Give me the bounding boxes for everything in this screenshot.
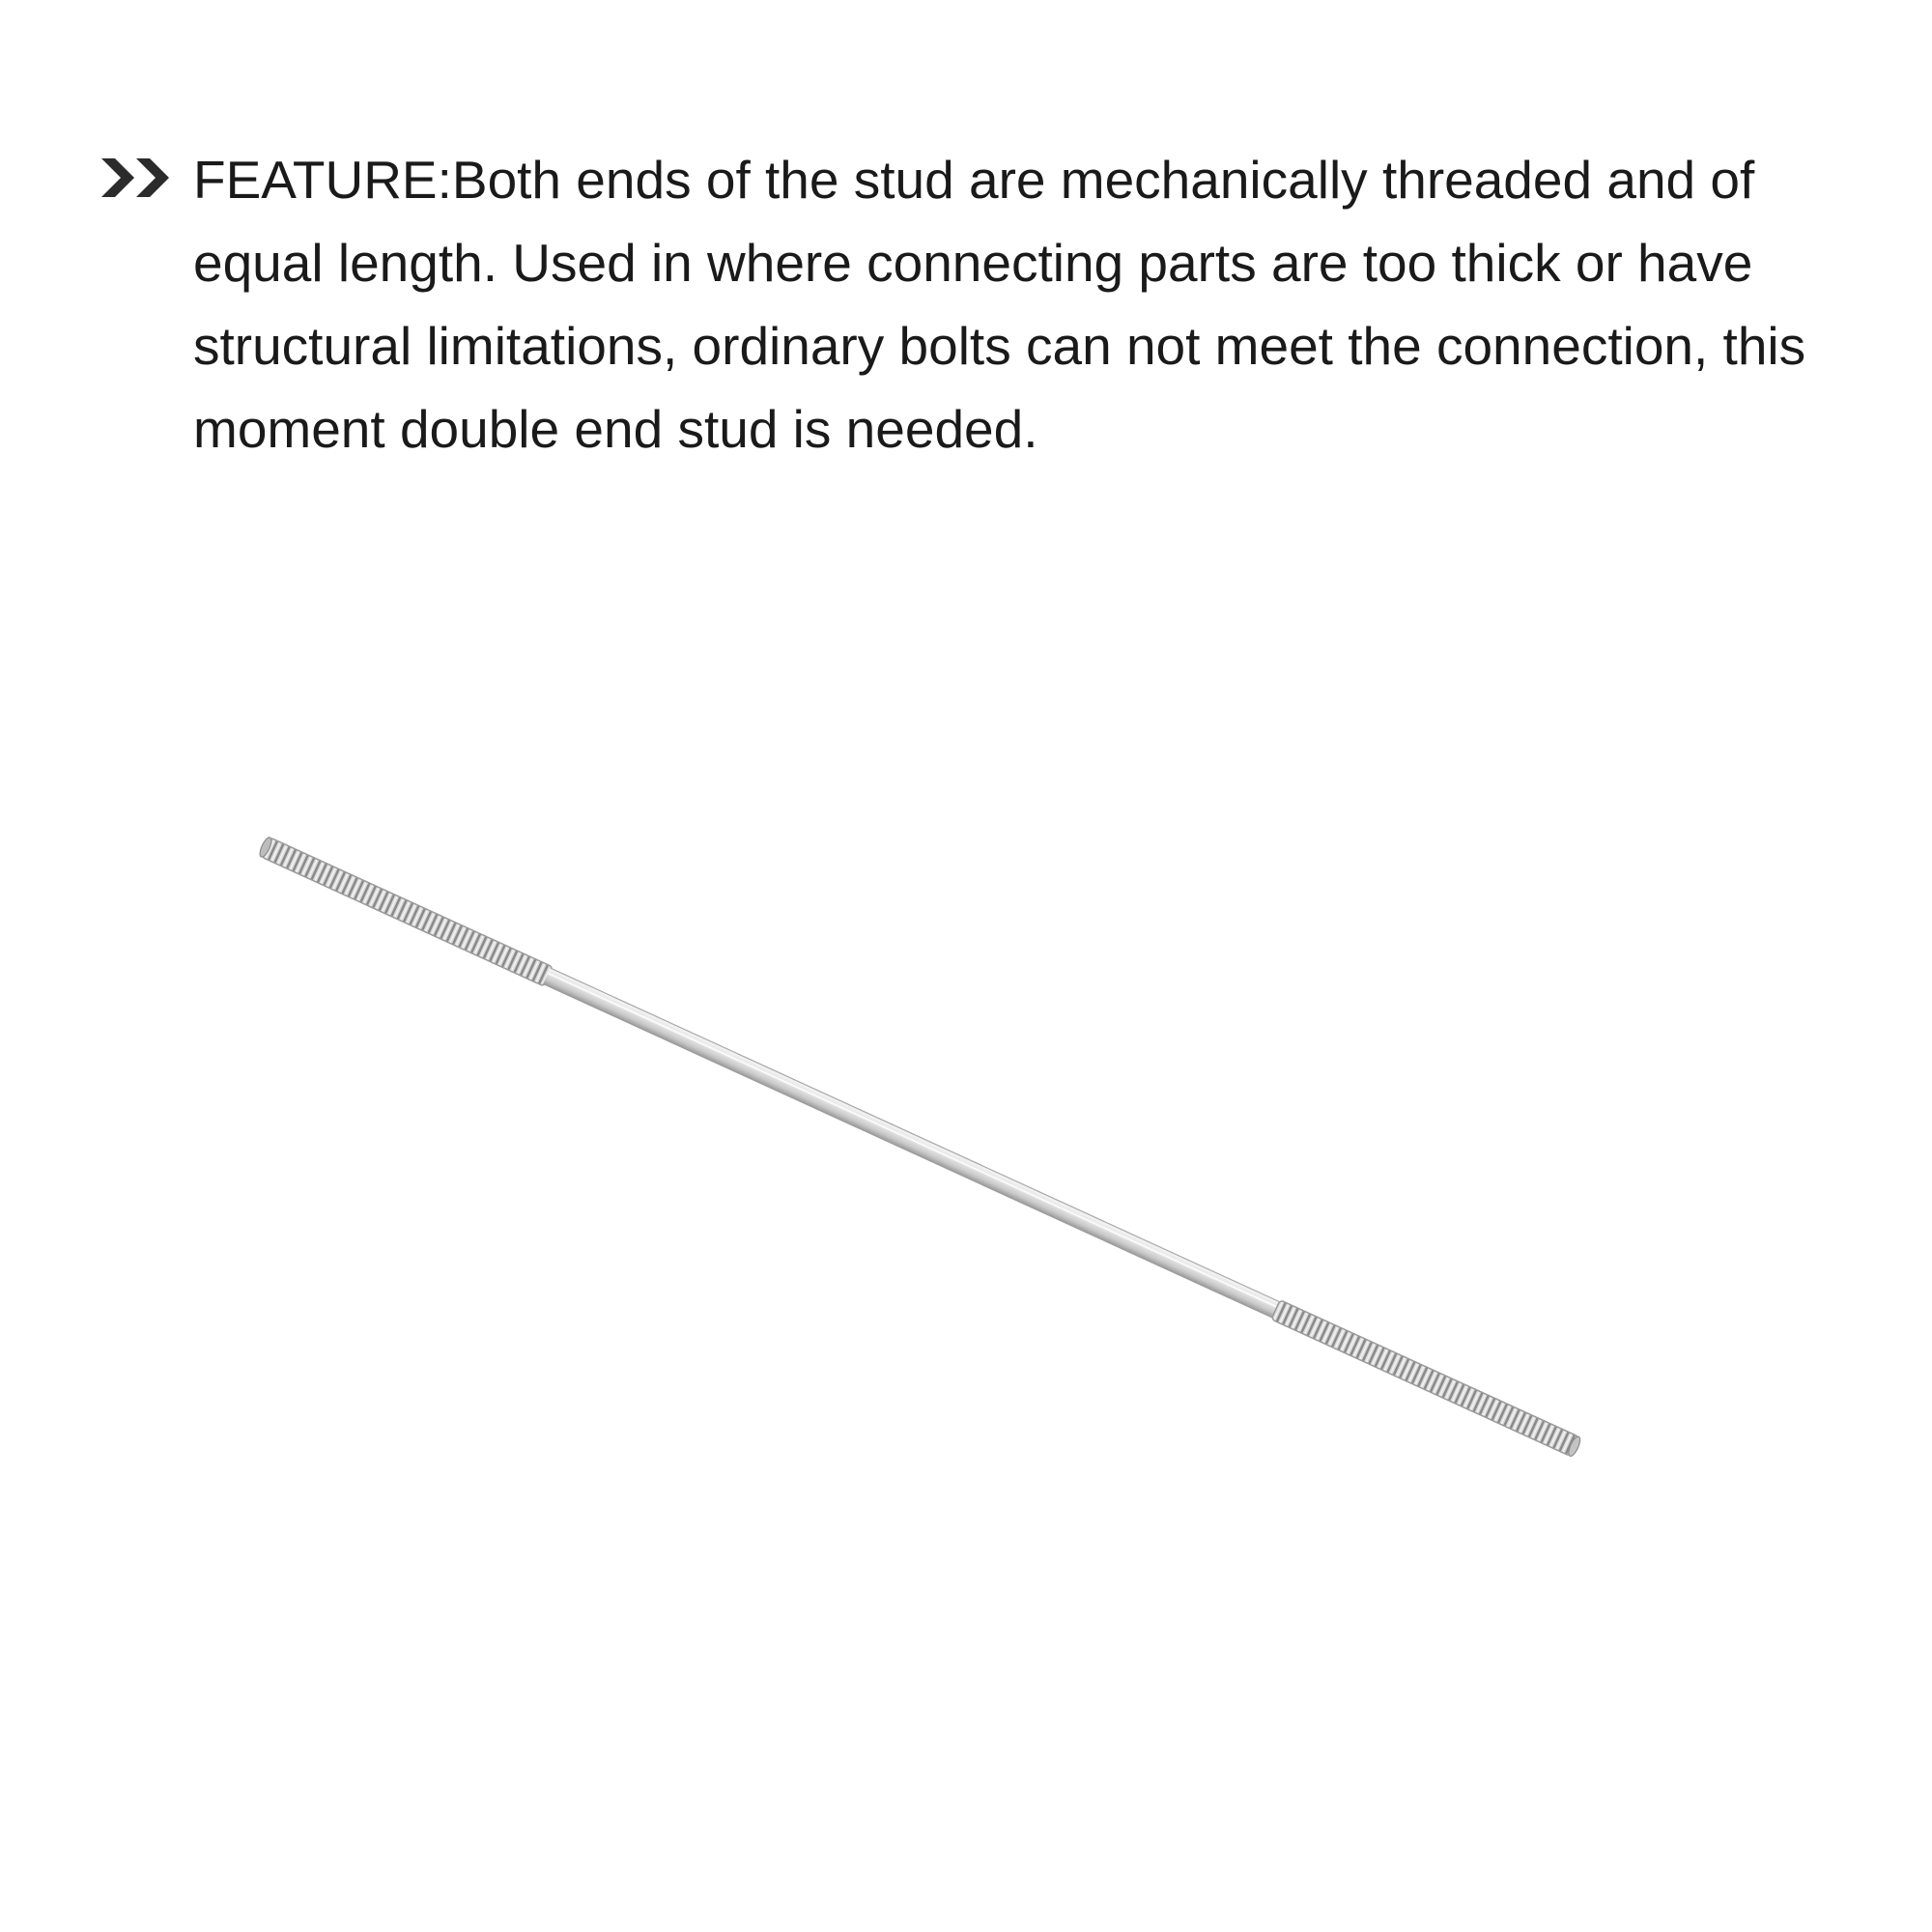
feature-description: FEATURE:Both ends of the stud are mechanically threaded and of equal length. Used in where connecting parts are too thick or have structural limitations, ordinary bolts can not meet the connection, this moment double end stud is needed. [193, 150, 1806, 459]
smooth-shank [543, 968, 1281, 1319]
right-thread [1271, 1300, 1582, 1458]
stud [258, 836, 1582, 1458]
left-thread [258, 836, 554, 986]
